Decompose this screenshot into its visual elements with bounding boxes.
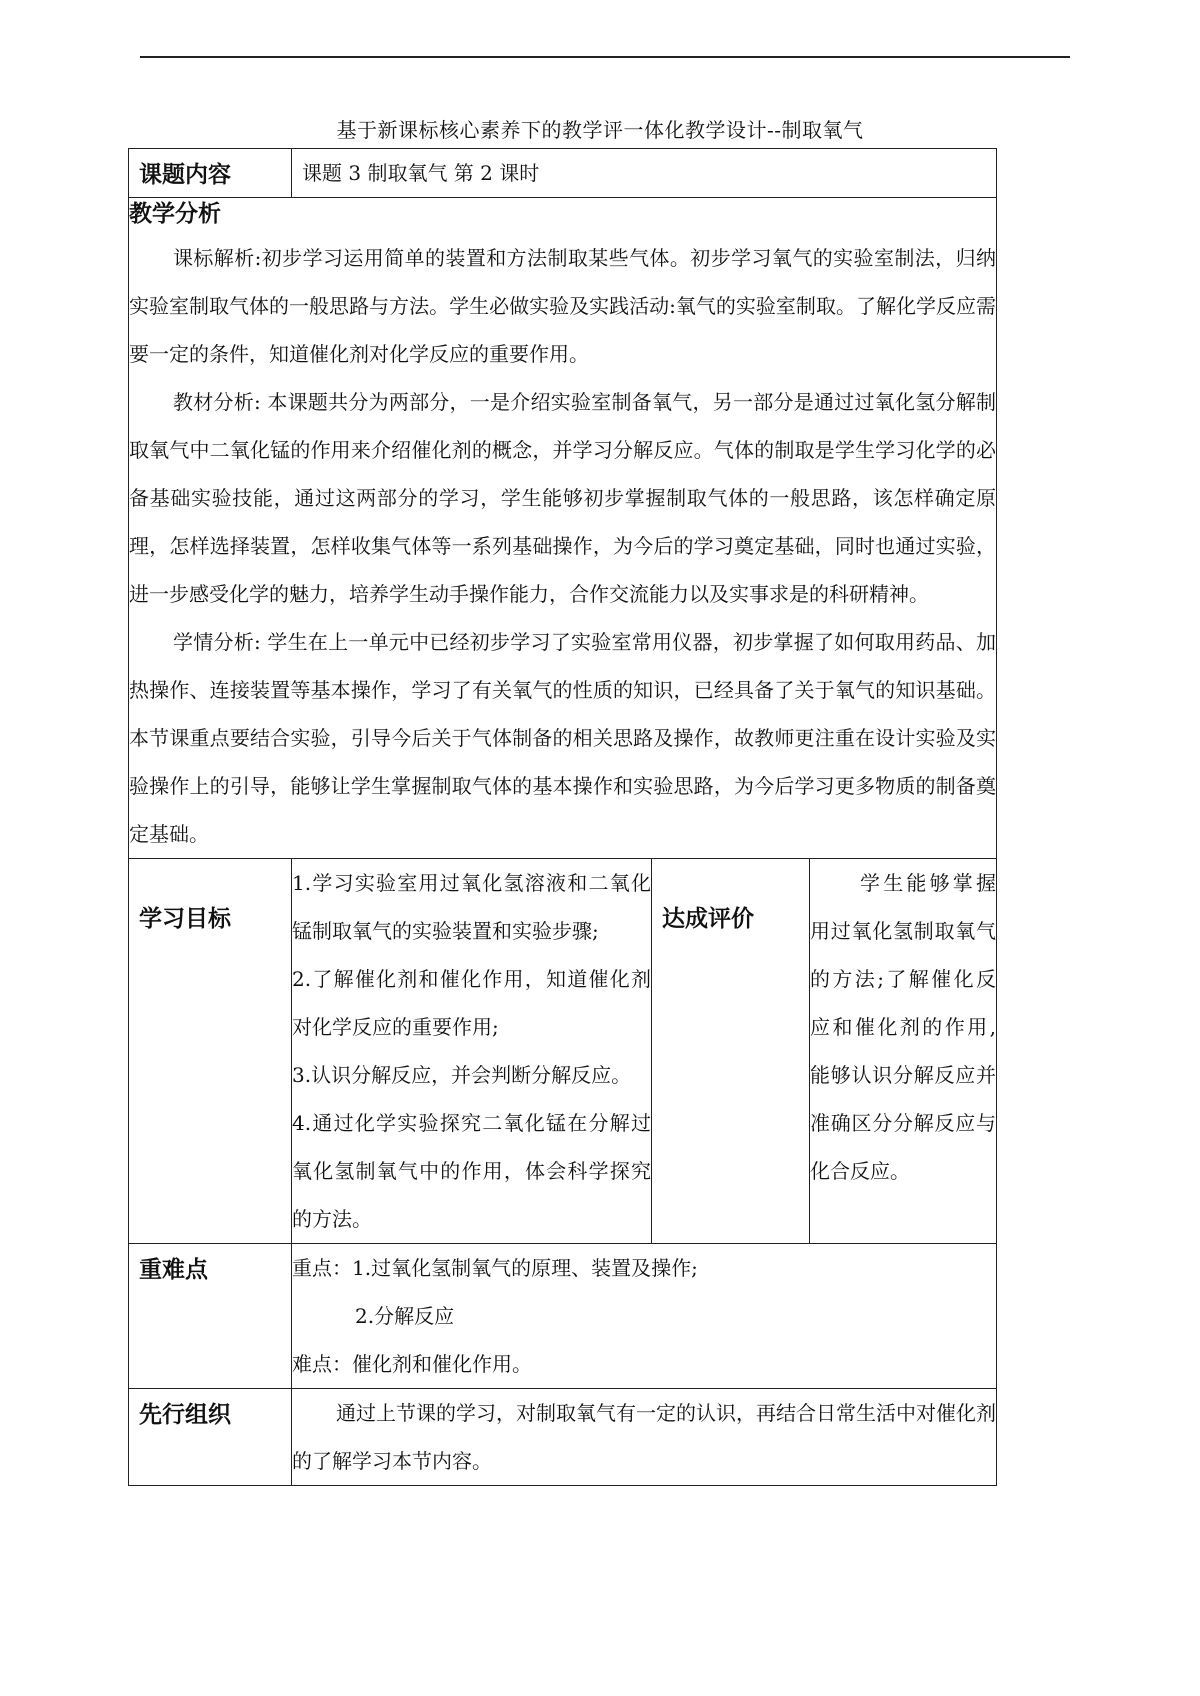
- curriculum-analysis-paragraph: 课标解析:初步学习运用简单的装置和方法制取某些气体。初步学习氧气的实验室制法，归纳实验室制取气体的一般思路与方法。学生必做实验及实践活动:氧气的实验室制取。了解化学反应需要一定的条件，知道催化剂对化学反应的重要作用。: [129, 246, 996, 366]
- analysis-label: 教学分析: [129, 201, 221, 227]
- key-points-label-cell: [129, 1244, 292, 1389]
- goals-row: [129, 859, 997, 1244]
- key-point-line: 重点：1.过氧化氢制氧气的原理、装置及操作;: [292, 1256, 698, 1280]
- analysis-row: [129, 198, 997, 859]
- topic-label-cell: [129, 149, 292, 198]
- advance-organizer-cell: [292, 1389, 997, 1486]
- analysis-cell: [129, 198, 997, 859]
- goal-item: 3.认识分解反应，并会判断分解反应。: [292, 1063, 632, 1087]
- advance-organizer-row: [129, 1389, 997, 1486]
- evaluation-text: 学生能够掌握用过氧化氢制取氧气的方法;了解催化反应和催化剂的作用,能够认识分解反应并准确区分分解反应与化合反应。: [810, 871, 996, 1183]
- evaluation-text-cell: [810, 859, 997, 1244]
- key-points-cell: [292, 1244, 997, 1389]
- goal-item: 1.学习实验室用过氧化氢溶液和二氧化锰制取氧气的实验装置和实验步骤;: [292, 871, 651, 943]
- topic-value-cell: [292, 149, 997, 198]
- goals-list: [292, 859, 651, 1243]
- goal-item: 4.通过化学实验探究二氧化锰在分解过氧化氢制氧气中的作用，体会科学探究的方法。: [292, 1111, 651, 1231]
- header-rule: [140, 56, 1070, 58]
- student-analysis-paragraph: 学情分析: 学生在上一单元中已经初步学习了实验室常用仪器，初步掌握了如何取用药品、加热操作、连接装置等基本操作，学习了有关氧气的性质的知识，已经具备了关于氧气的知识基础。本节课重点要结合实验，引导今后关于气体制备的相关思路及操作，故教师更注重在设计实验及实验操作上的引导，能够让学生掌握制取气体的基本操作和实验思路，为今后学习更多物质的制备奠定基础。: [129, 630, 996, 846]
- goal-item: 2.了解催化剂和催化作用，知道催化剂对化学反应的重要作用;: [292, 967, 651, 1039]
- goals-label: 学习目标: [139, 906, 231, 932]
- lesson-plan-table: [128, 148, 997, 1486]
- evaluation-label-cell: [652, 859, 810, 1244]
- textbook-analysis-paragraph: 教材分析: 本课题共分为两部分，一是介绍实验室制备氧气，另一部分是通过过氧化氢分解制取氧气中二氧化锰的作用来介绍催化剂的概念，并学习分解反应。气体的制取是学生学习化学的必备基础实验技能，通过这两部分的学习，学生能够初步掌握制取气体的一般思路，该怎样确定原理，怎样选择装置，怎样收集气体等一系列基础操作，为今后的学习奠定基础，同时也通过实验，进一步感受化学的魅力，培养学生动手操作能力，合作交流能力以及实事求是的科研精神。: [129, 390, 996, 606]
- key-points-label: 重难点: [139, 1257, 208, 1283]
- evaluation-label: 达成评价: [662, 906, 754, 932]
- topic-row: [129, 149, 997, 198]
- topic-label: 课题内容: [139, 162, 231, 188]
- difficulty-line: 难点：催化剂和催化作用。: [292, 1352, 532, 1376]
- document-title: 基于新课标核心素养下的教学评一体化教学设计--制取氧气: [336, 118, 864, 142]
- key-point-line: 2.分解反应: [355, 1304, 455, 1328]
- advance-organizer-label: 先行组织: [139, 1402, 231, 1428]
- key-points-row: [129, 1244, 997, 1389]
- advance-organizer-label-cell: [129, 1389, 292, 1486]
- analysis-body: [129, 234, 996, 858]
- goals-label-cell: [129, 859, 292, 1244]
- advance-organizer-text: 通过上节课的学习，对制取氧气有一定的认识，再结合日常生活中对催化剂的了解学习本节内容。: [292, 1401, 996, 1473]
- topic-value: 课题 3 制取氧气 第 2 课时: [302, 161, 540, 185]
- goals-list-cell: [292, 859, 652, 1244]
